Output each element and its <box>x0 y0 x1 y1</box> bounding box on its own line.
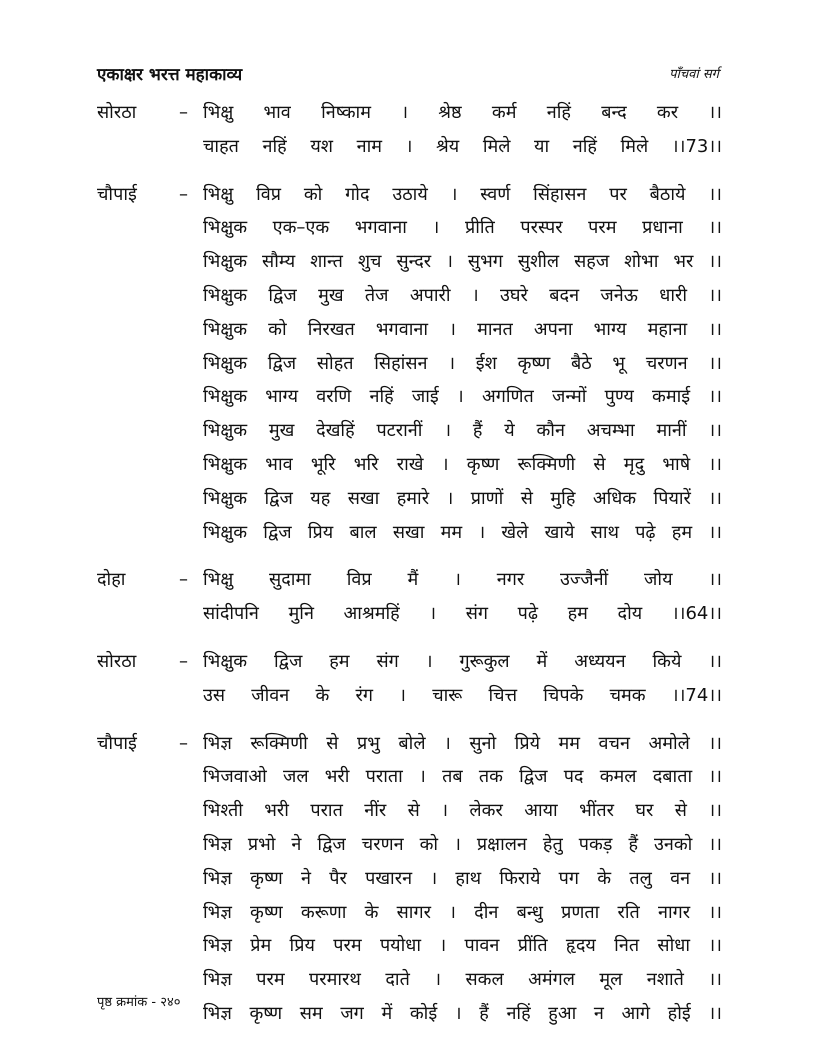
verse-section <box>97 96 722 164</box>
verse-text: भिज्ञ प्रभो ने द्विज चरणन को । प्रक्षालन हेतु पकड़ हैं उनको ।। <box>203 833 722 855</box>
verse-text: भिक्षुक द्विज मुख तेज अपारी । उघरे बदन जनेऊ धारी ।। <box>203 284 722 306</box>
verse-line <box>97 563 722 597</box>
verse-line <box>97 929 722 963</box>
verse-text: भिज्ञ परम परमारथ दाते । सकल अमंगल मूल नशाते ।। <box>203 969 722 991</box>
verse-text: भिज्ञ कृष्ण सम जग में कोई । हैं नहिं हुआ न आगे होई ।। <box>203 1002 722 1024</box>
verse-line <box>97 130 722 164</box>
verse-line <box>97 679 722 713</box>
verse-text: भिश्ती भरी परात नींर से । लेकर आया भींतर घर से ।। <box>203 800 722 822</box>
verse-text: भिक्षुक भाव भूरि भरि राखे । कृष्ण रूक्मिणी से मृदु भाषे ।। <box>203 453 722 475</box>
verse-line <box>97 727 722 761</box>
verse-text: भिक्षुक द्विज प्रिय बाल सखा मम । खेले खाये साथ पढ़े हम ।। <box>203 521 722 543</box>
verse-line <box>97 963 722 997</box>
verse-text: भिक्षुक सौम्य शान्त शुच सुन्दर । सुभग सुशील सहज शोभा भर ।। <box>203 251 722 273</box>
meter-dash: – <box>179 102 188 123</box>
verse-text: भिजवाओ जल भरी पराता । तब तक द्विज पद कमल दबाता ।। <box>203 766 722 788</box>
verse-line <box>97 313 722 347</box>
meter-label: दोहा <box>97 569 126 591</box>
verse-line <box>97 645 722 679</box>
book-title: एकाक्षर भरत्त महाकाव्य <box>97 65 243 85</box>
verse-text: भिज्ञ कृष्ण करूणा के सागर । दीन बन्धु प्रणता रति नागर ।। <box>203 901 722 923</box>
verse-line <box>97 597 722 631</box>
meter-label: सोरठा <box>97 102 137 123</box>
verse-line <box>97 414 722 448</box>
verse-text: भिक्षुक द्विज यह सखा हमारे । प्राणों से मुहि अधिक पियारें ।। <box>203 487 722 509</box>
verse-line <box>97 760 722 794</box>
verse-text: भिक्षुक भाग्य वरणि नहिं जाई । अगणित जन्मों पुण्य कमाई ।। <box>203 386 722 408</box>
verse-section <box>97 563 722 631</box>
verse-section <box>97 727 722 1031</box>
verse-line <box>97 482 722 516</box>
verse-text: भिक्षु विप्र को गोद उठाये । स्वर्ण सिंहासन पर बैठाये ।। <box>203 183 722 205</box>
meter-label: चौपाई <box>97 732 137 754</box>
meter-dash: – <box>179 183 188 205</box>
verse-line <box>97 96 722 130</box>
verse-text: भिक्षुक द्विज हम संग । गुरूकुल में अध्ययन किये ।। <box>203 650 722 672</box>
verse-line <box>97 448 722 482</box>
verse-line <box>97 347 722 381</box>
verse-text: सांदीपनि मुनि आश्रमहिं । संग पढ़े हम दोय ।।64।। <box>203 603 722 625</box>
meter-dash: – <box>179 569 188 591</box>
verse-section <box>97 178 722 550</box>
verse-text: भिज्ञ रूक्मिणी से प्रभु बोले । सुनो प्रिये मम वचन अमोले ।। <box>203 732 722 754</box>
chapter-title: पाँचवां सर्ग <box>669 67 719 82</box>
page-header <box>97 62 719 88</box>
verse-line <box>97 862 722 896</box>
verse-text: चाहत नहिं यश नाम । श्रेय मिले या नहिं मिले ।।73।। <box>203 135 722 157</box>
verse-text: भिक्षुक को निरखत भगवाना । मानत अपना भाग्य महाना ।। <box>203 318 722 340</box>
meter-dash: – <box>179 650 188 672</box>
verse-line <box>97 828 722 862</box>
verse-text: भिज्ञ कृष्ण ने पैर पखारन । हाथ फिराये पग के तलु वन ।। <box>203 867 722 889</box>
verse-line <box>97 997 722 1031</box>
verse-text: भिक्षु सुदामा विप्र मैं । नगर उज्जैनीं जोय ।। <box>203 569 722 591</box>
verse-text: भिक्षु भाव निष्काम । श्रेष्ठ कर्म नहिं बन्द कर ।। <box>203 102 722 123</box>
verse-text: भिक्षुक द्विज सोहत सिहांसन । ईश कृष्ण बैठे भू चरणन ।। <box>203 352 722 374</box>
meter-label: सोरठा <box>97 650 137 672</box>
verse-line <box>97 211 722 245</box>
verse-line <box>97 516 722 550</box>
verse-content <box>97 96 722 1045</box>
verse-text: भिक्षुक एक–एक भगवाना । प्रीति परस्पर परम प्रधाना ।। <box>203 217 722 239</box>
verse-text: उस जीवन के रंग । चारू चित्त चिपके चमक ।।74।। <box>203 684 722 706</box>
verse-text: भिक्षुक मुख देखहिं पटरानीं । हैं ये कौन अचम्भा मानीं ।। <box>203 420 722 442</box>
verse-line <box>97 794 722 828</box>
meter-label: चौपाई <box>97 183 137 205</box>
verse-line <box>97 245 722 279</box>
verse-line <box>97 178 722 212</box>
verse-section <box>97 645 722 713</box>
page-number: पृष्ठ क्रमांक - २४० <box>97 995 181 1010</box>
verse-text: भिज्ञ प्रेम प्रिय परम पयोधा । पावन प्रींति हृदय नित सोधा ।। <box>203 935 722 957</box>
verse-line <box>97 279 722 313</box>
verse-line <box>97 380 722 414</box>
verse-line <box>97 896 722 930</box>
meter-dash: – <box>179 732 188 754</box>
